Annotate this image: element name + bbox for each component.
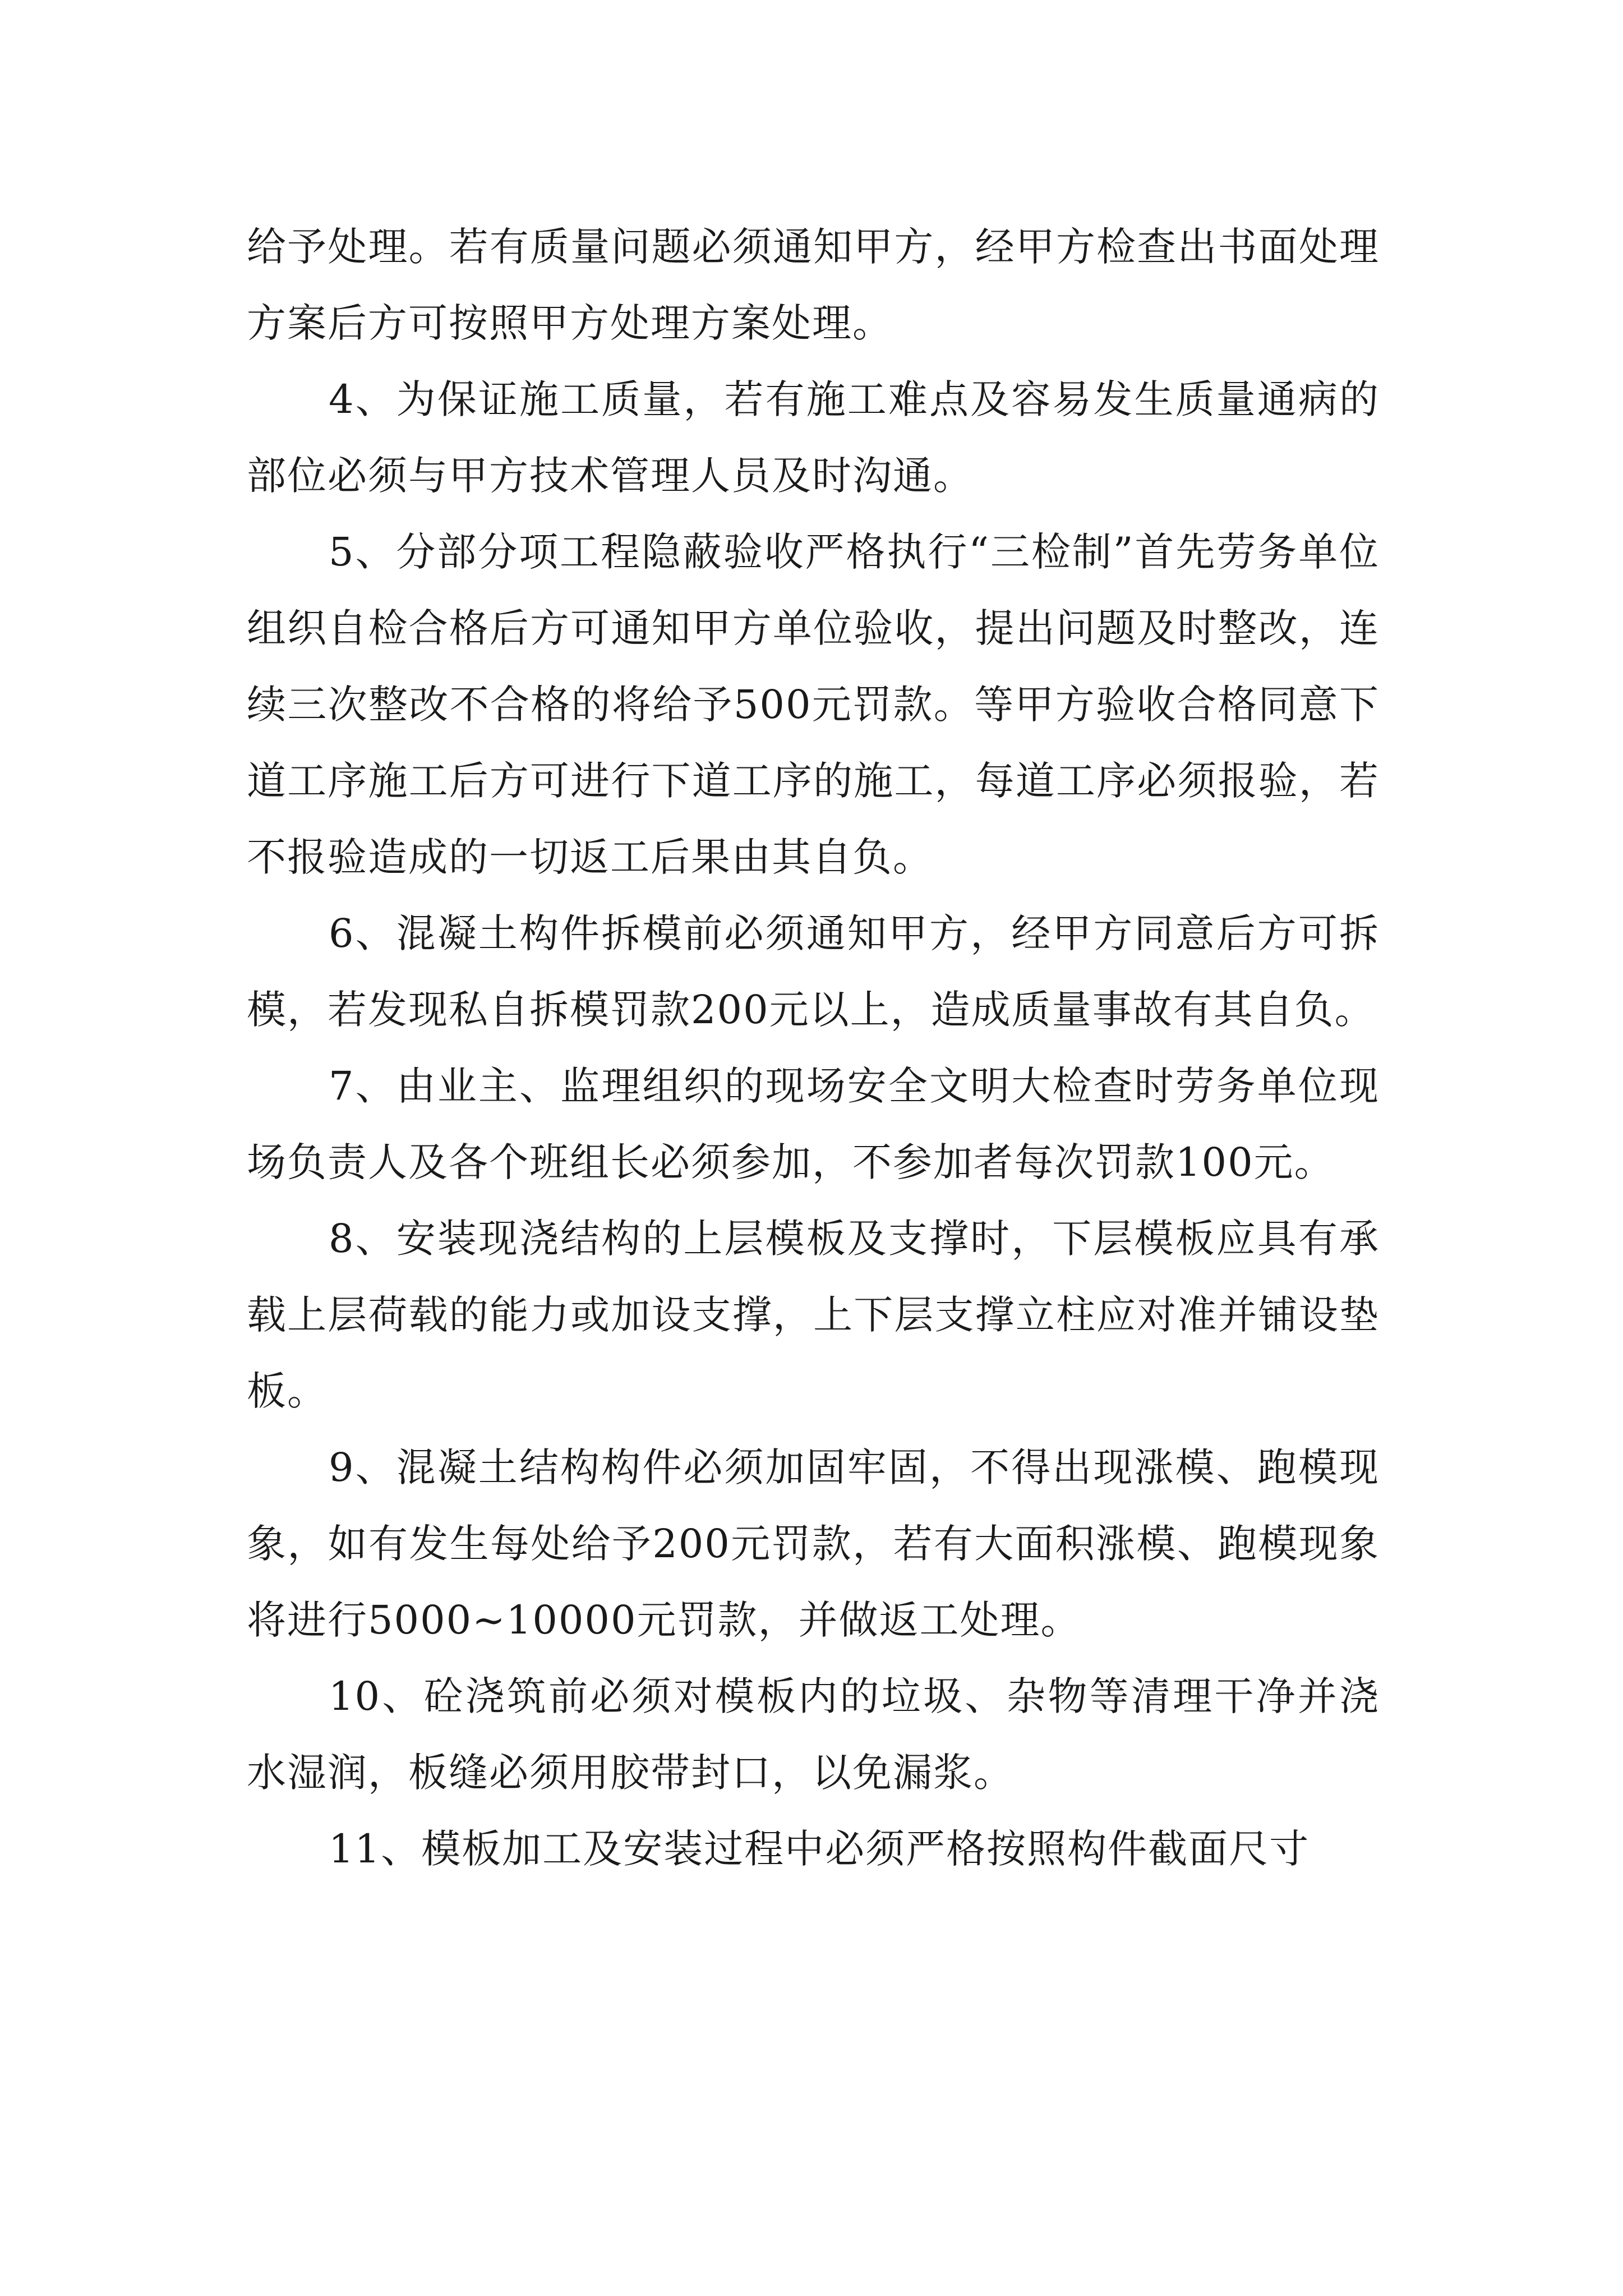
paragraph-item-10: 10、砼浇筑前必须对模板内的垃圾、杂物等清理干净并浇水湿润，板缝必须用胶带封口，以免漏浆。 (247, 1673, 1380, 1796)
paragraph-continuation: 给予处理。若有质量问题必须通知甲方，经甲方检查出书面处理方案后方可按照甲方处理方案处理。 (247, 224, 1380, 346)
paragraph-item-5: 5、分部分项工程隐蔽验收严格执行“三检制”首先劳务单位组织自检合格后方可通知甲方单位验收，提出问题及时整改，连续三次整改不合格的将给予500元罚款。等甲方验收合格同意下道工序施工后方可进行下道工序的施工，每道工序必须报验，若不报验造成的一切返工后果由其自负。 (247, 529, 1380, 880)
document-body (247, 209, 1380, 1887)
paragraph-item-11: 11、模板加工及安装过程中必须严格按照构件截面尺寸 (329, 1826, 1310, 1872)
paragraph-item-7: 7、由业主、监理组织的现场安全文明大检查时劳务单位现场负责人及各个班组长必须参加，不参加者每次罚款100元。 (247, 1063, 1380, 1185)
paragraph-item-4: 4、为保证施工质量，若有施工难点及容易发生质量通病的部位必须与甲方技术管理人员及时沟通。 (247, 376, 1380, 499)
paragraph-item-9: 9、混凝土结构构件必须加固牢固，不得出现涨模、跑模现象，如有发生每处给予200元罚款，若有大面积涨模、跑模现象将进行5000~10000元罚款，并做返工处理。 (247, 1444, 1380, 1643)
paragraph-item-8: 8、安装现浇结构的上层模板及支撑时，下层模板应具有承载上层荷载的能力或加设支撑，上下层支撑立柱应对准并铺设垫板。 (247, 1216, 1380, 1414)
paragraph-item-6: 6、混凝土构件拆模前必须通知甲方，经甲方同意后方可拆模，若发现私自拆模罚款200元以上，造成质量事故有其自负。 (247, 910, 1380, 1033)
